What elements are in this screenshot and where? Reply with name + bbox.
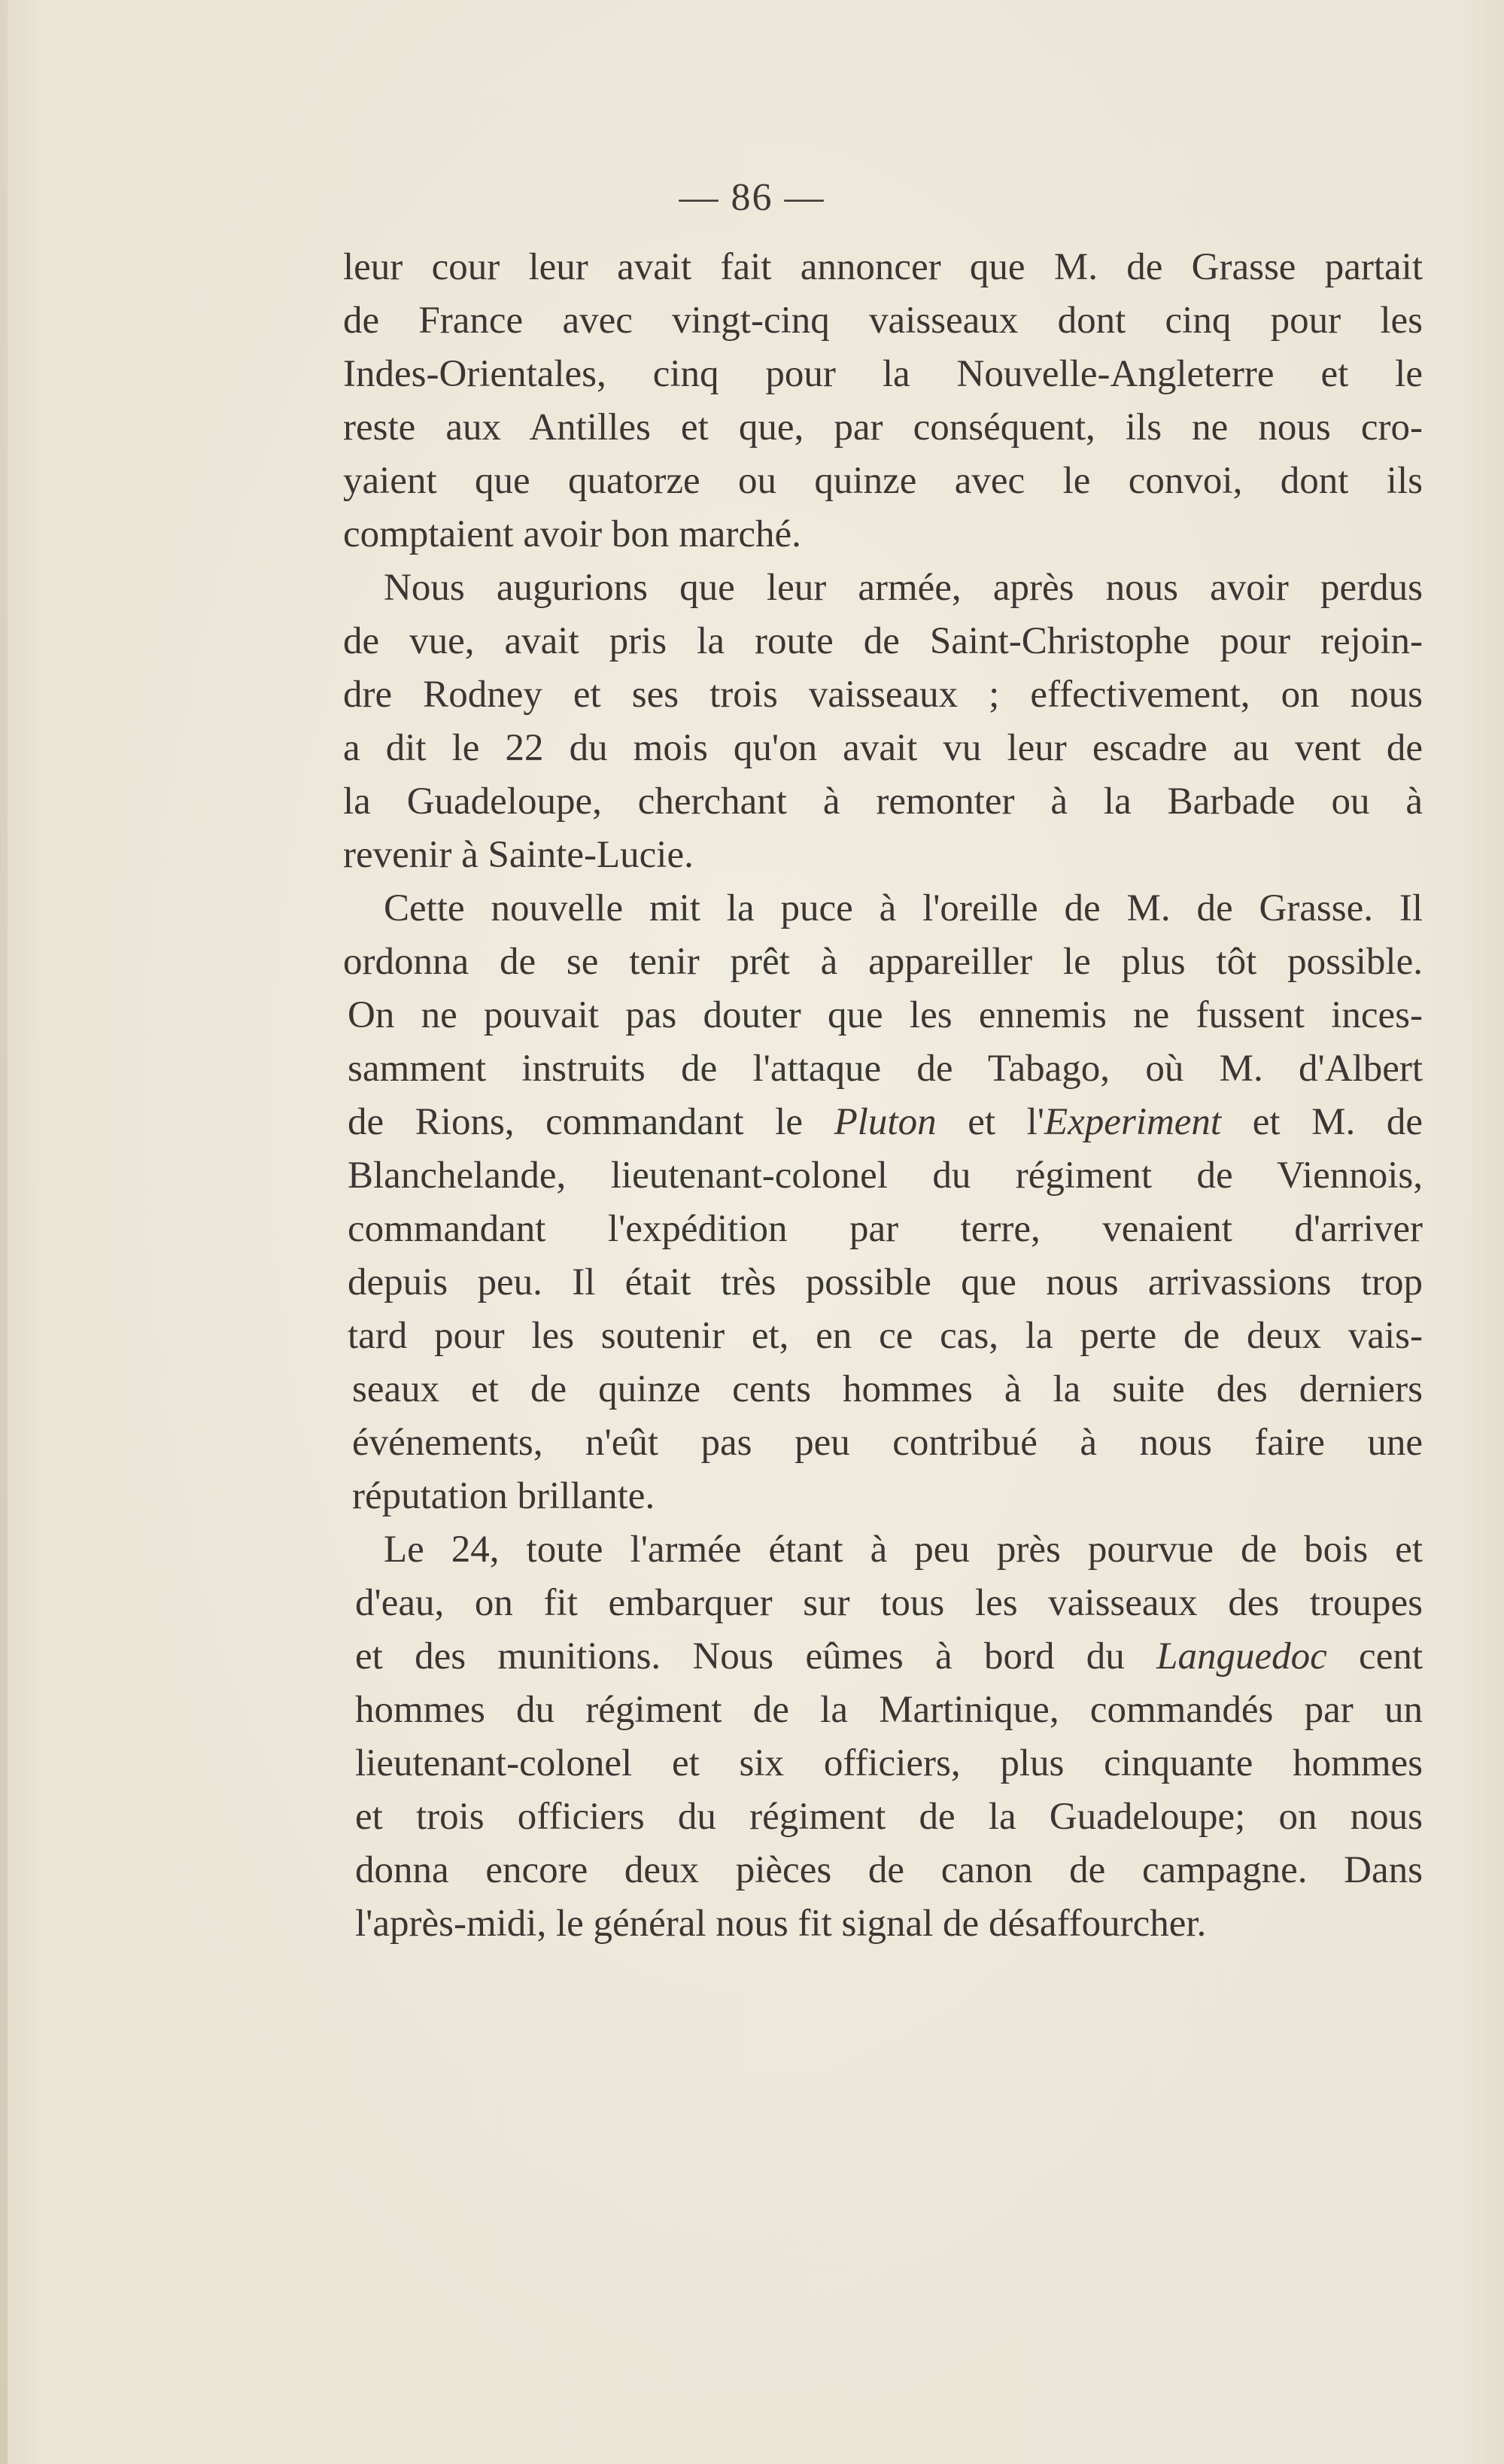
text-line: a dit le 22 du mois qu'on avait vu leur escadre au vent de xyxy=(343,727,1423,769)
text-line: ordonna de se tenir prêt à appareiller le plus tôt possible. xyxy=(343,941,1423,983)
text-line: Blanchelande, lieutenant-colonel du régiment de Viennois, xyxy=(348,1154,1423,1197)
text-segment: et M. de xyxy=(1221,1101,1423,1143)
text-line: dre Rodney et ses trois vaisseaux ; effectivement, on nous xyxy=(343,674,1423,716)
text-line: de vue, avait pris la route de Saint-Christophe pour rejoin- xyxy=(343,620,1423,662)
text-segment: de Rions, commandant le xyxy=(348,1101,834,1143)
text-line: depuis peu. Il était très possible que nous arrivassions trop xyxy=(348,1261,1423,1303)
text-line: yaient que quatorze ou quinze avec le convoi, dont ils xyxy=(343,460,1423,502)
text-line: donna encore deux pièces de canon de campagne. Dans xyxy=(355,1849,1423,1891)
text-line: la Guadeloupe, cherchant à remonter à la Barbade ou à xyxy=(343,780,1423,823)
ship-name-pluton: Pluton xyxy=(834,1101,937,1143)
text-line-with-italics xyxy=(343,1630,1423,1684)
ship-name-languedoc: Languedoc xyxy=(1156,1635,1327,1678)
text-line: On ne pouvait pas douter que les ennemis ne fussent inces- xyxy=(348,994,1423,1036)
text-line: et trois officiers du régiment de la Guadeloupe; on nous xyxy=(355,1796,1423,1838)
text-line: comptaient avoir bon marché. xyxy=(343,513,801,555)
text-line: lieutenant-colonel et six officiers, plus cinquante hommes xyxy=(355,1742,1423,1784)
ship-name-experiment: Experiment xyxy=(1044,1101,1222,1143)
text-line: hommes du régiment de la Martinique, commandés par un xyxy=(355,1689,1423,1731)
text-line: seaux et de quinze cents hommes à la suite des derniers xyxy=(352,1368,1423,1410)
text-line: réputation brillante. xyxy=(352,1475,655,1517)
text-line: de France avec vingt-cinq vaisseaux dont cinq pour les xyxy=(343,300,1423,342)
text-line: tard pour les soutenir et, en ce cas, la perte de deux vais- xyxy=(348,1315,1423,1357)
text-line: samment instruits de l'attaque de Tabago, où M. d'Albert xyxy=(348,1048,1423,1090)
text-segment: et l' xyxy=(936,1101,1045,1143)
text-line: commandant l'expédition par terre, venaient d'arriver xyxy=(348,1208,1423,1250)
text-segment: et des munitions. Nous eûmes à bord du xyxy=(355,1635,1157,1678)
text-line: revenir à Sainte-Lucie. xyxy=(343,834,694,876)
text-line: reste aux Antilles et que, par conséquent, ils ne nous cro- xyxy=(343,406,1423,449)
text-line: Indes-Orientales, cinq pour la Nouvelle-Angleterre et le xyxy=(343,353,1423,395)
text-line: d'eau, on fit embarquer sur tous les vaisseaux des troupes xyxy=(355,1582,1423,1624)
body-text xyxy=(343,241,1423,1951)
text-line: l'après-midi, le général nous fit signal de désaffourcher. xyxy=(355,1903,1207,1945)
text-line-with-italics xyxy=(343,1096,1423,1149)
page-gutter-shadow xyxy=(0,0,8,2464)
text-line: événements, n'eût pas peu contribué à nous faire une xyxy=(352,1422,1423,1464)
text-segment: cent xyxy=(1326,1635,1423,1678)
text-line: Nous augurions que leur armée, après nous avoir perdus xyxy=(384,567,1423,609)
text-line: leur cour leur avait fait annoncer que M. de Grasse partait xyxy=(343,246,1423,288)
text-line: Le 24, toute l'armée étant à peu près pourvue de bois et xyxy=(384,1529,1423,1571)
page-number: — 86 — xyxy=(679,176,825,219)
text-line: Cette nouvelle mit la puce à l'oreille de M. de Grasse. Il xyxy=(384,887,1423,929)
